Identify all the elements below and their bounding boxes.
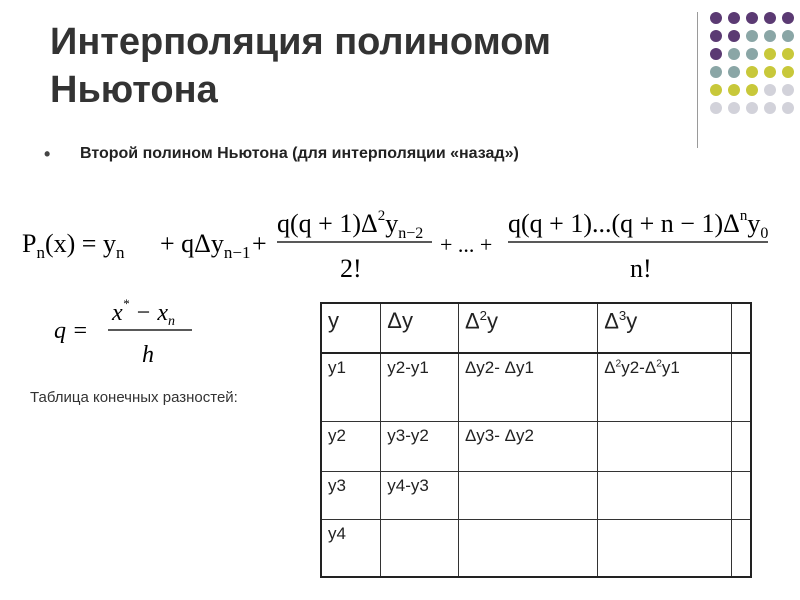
header-empty xyxy=(731,303,751,353)
header-delta-y: Δy xyxy=(381,303,459,353)
table-cell xyxy=(598,471,731,519)
table-cell xyxy=(458,519,597,577)
decorative-dot xyxy=(746,102,758,114)
table-row xyxy=(321,519,751,577)
table-row xyxy=(321,421,751,471)
decorative-dot xyxy=(782,12,794,24)
decorative-dot xyxy=(764,12,776,24)
formula-ellipsis: + ... + xyxy=(440,232,493,257)
decorative-dot xyxy=(782,66,794,78)
table-row xyxy=(321,353,751,421)
decorative-dot xyxy=(782,30,794,42)
table-cell: $\Delta^2y2-\Delta^2y1$ xyxy=(598,353,731,421)
decorative-dot xyxy=(764,66,776,78)
decorative-dot xyxy=(782,84,794,96)
fraction2-denominator: n! xyxy=(630,254,652,283)
table-caption: Таблица конечных разностей: xyxy=(30,389,238,406)
formula-lhs: $P_n(x) = y_n$ xyxy=(22,229,125,262)
table-cell: y1 xyxy=(321,353,381,421)
table-cell xyxy=(731,421,751,471)
table-row xyxy=(321,471,751,519)
fraction1-denominator: 2! xyxy=(340,254,362,283)
decorative-dot xyxy=(728,30,740,42)
table-cell: y3-y2 xyxy=(381,421,459,471)
header-delta3-y: $\Delta^3y$ xyxy=(598,303,731,353)
header-y: y xyxy=(321,303,381,353)
slide-title xyxy=(50,18,650,114)
decorative-dot xyxy=(710,30,722,42)
table-cell xyxy=(381,519,459,577)
table-cell xyxy=(731,353,751,421)
decorative-dot xyxy=(710,12,722,24)
decorative-dot xyxy=(728,102,740,114)
decorative-dot xyxy=(746,84,758,96)
table-header-row xyxy=(321,303,751,353)
decorative-dot xyxy=(710,48,722,60)
decorative-dot xyxy=(764,102,776,114)
table-cell xyxy=(598,519,731,577)
decorative-dot xyxy=(782,48,794,60)
q-numerator: $x^* - x_n$ xyxy=(112,296,176,329)
decorative-dot xyxy=(764,48,776,60)
table-cell xyxy=(731,471,751,519)
decorative-dot xyxy=(782,102,794,114)
decorative-dot xyxy=(728,84,740,96)
table-cell: y2 xyxy=(321,421,381,471)
table-cell: y4-y3 xyxy=(381,471,459,519)
title-line-1: Интерполяция полиномом xyxy=(50,21,552,63)
decorative-dot xyxy=(710,84,722,96)
header-delta2-y: $\Delta^2y$ xyxy=(458,303,597,353)
decorative-dot xyxy=(728,12,740,24)
decorative-dot xyxy=(710,102,722,114)
title-line-2: Ньютона xyxy=(50,69,218,111)
q-denominator: h xyxy=(142,342,154,368)
decorative-dot xyxy=(746,30,758,42)
formula-term2: + qΔy$_{n-1}$ xyxy=(160,229,251,262)
table-cell xyxy=(598,421,731,471)
decorative-dot xyxy=(728,48,740,60)
fraction2-numerator: $q(q + 1)...(q + n - 1)\Delta^ny_0$ xyxy=(508,208,769,242)
decorative-dot xyxy=(710,66,722,78)
finite-differences-table xyxy=(320,302,752,578)
formula-plus1: + xyxy=(252,229,267,258)
table-cell xyxy=(458,471,597,519)
decorative-dot xyxy=(764,30,776,42)
decorative-dot xyxy=(746,48,758,60)
table-cell: Δy3- Δy2 xyxy=(458,421,597,471)
table-cell xyxy=(731,519,751,577)
q-lhs: q = xyxy=(54,318,89,344)
table-cell: Δy2- Δy1 xyxy=(458,353,597,421)
decorative-dot xyxy=(764,84,776,96)
decorative-dot xyxy=(728,66,740,78)
bullet-text: Второй полином Ньютона (для интерполяции «назад») xyxy=(80,145,519,162)
table-cell: y4 xyxy=(321,519,381,577)
decorative-divider xyxy=(697,12,698,148)
decorative-dot xyxy=(746,66,758,78)
table-cell: y2-y1 xyxy=(381,353,459,421)
bullet-point xyxy=(44,142,620,166)
table-cell: y3 xyxy=(321,471,381,519)
decorative-dot xyxy=(746,12,758,24)
fraction1-numerator: $q(q + 1)\Delta^2y_{n-2}$ xyxy=(277,208,424,242)
